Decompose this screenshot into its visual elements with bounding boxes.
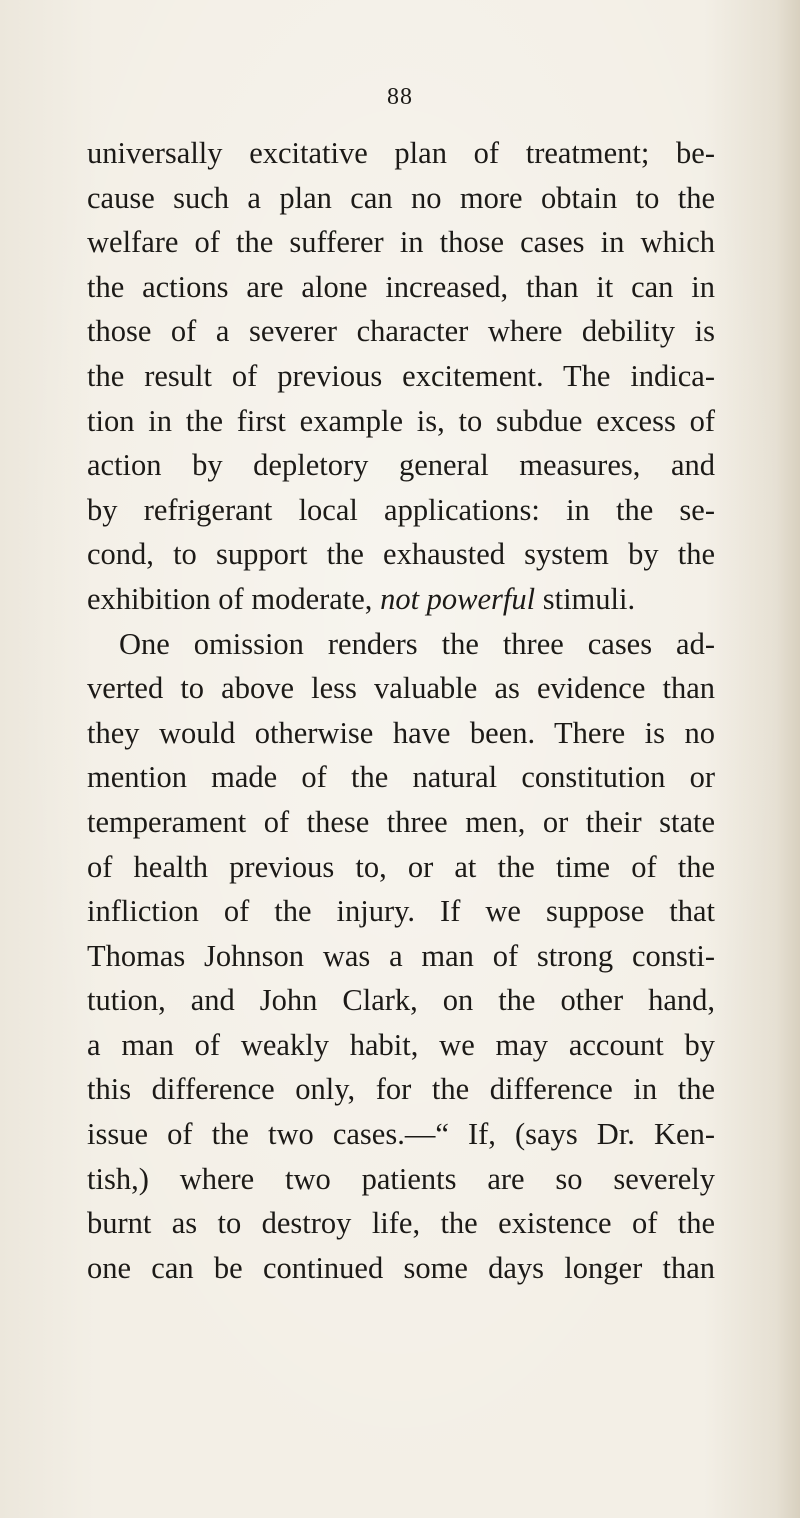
text-line-18: infliction of the injury. If we suppose that xyxy=(87,894,715,929)
text-line-8: action by depletory general measures, and xyxy=(87,448,715,483)
text-line-23: issue of the two cases.—“ If, (says Dr. Ken- xyxy=(87,1117,715,1152)
text-line-9: by refrigerant local applications: in the se- xyxy=(87,492,715,527)
text-line-10: cond, to support the exhausted system by the xyxy=(87,537,715,572)
text-line-11 xyxy=(87,577,715,622)
text-line-4: the actions are alone increased, than it can in xyxy=(87,269,715,304)
text-line-2: cause such a plan can no more obtain to the xyxy=(87,180,715,215)
text-line-12: One omission renders the three cases ad- xyxy=(119,626,715,661)
text-line-13: verted to above less valuable as evidence than xyxy=(87,671,715,706)
text-line-25: burnt as to destroy life, the existence of the xyxy=(87,1206,715,1241)
page-number: 88 xyxy=(387,84,413,110)
text-line-19: Thomas Johnson was a man of strong consti- xyxy=(87,938,715,973)
text-line-22: this difference only, for the difference in the xyxy=(87,1072,715,1107)
text-line-14: they would otherwise have been. There is no xyxy=(87,715,715,750)
text-line-17: of health previous to, or at the time of the xyxy=(87,849,715,884)
text-line-24: tish,) where two patients are so severely xyxy=(87,1161,715,1196)
text-line-11-end: stimuli. xyxy=(542,581,636,616)
text-line-7: tion in the first example is, to subdue excess of xyxy=(87,403,715,438)
text-line-11-start: exhibition of moderate, xyxy=(87,581,373,616)
text-line-5: those of a severer character where debility is xyxy=(87,314,715,349)
text-line-16: temperament of these three men, or their state xyxy=(87,804,715,839)
text-line-21: a man of weakly habit, we may account by xyxy=(87,1027,715,1062)
text-line-1: universally excitative plan of treatment; be- xyxy=(87,136,715,170)
text-line-26: one can be continued some days longer than xyxy=(87,1250,715,1285)
body-text xyxy=(87,131,715,1290)
text-line-20: tution, and John Clark, on the other hand, xyxy=(87,983,715,1018)
italic-emphasis: not powerful xyxy=(380,581,536,616)
text-line-3: welfare of the sufferer in those cases in which xyxy=(87,225,715,260)
text-line-6: the result of previous excitement. The indica- xyxy=(87,358,715,393)
text-line-15: mention made of the natural constitution or xyxy=(87,760,715,795)
